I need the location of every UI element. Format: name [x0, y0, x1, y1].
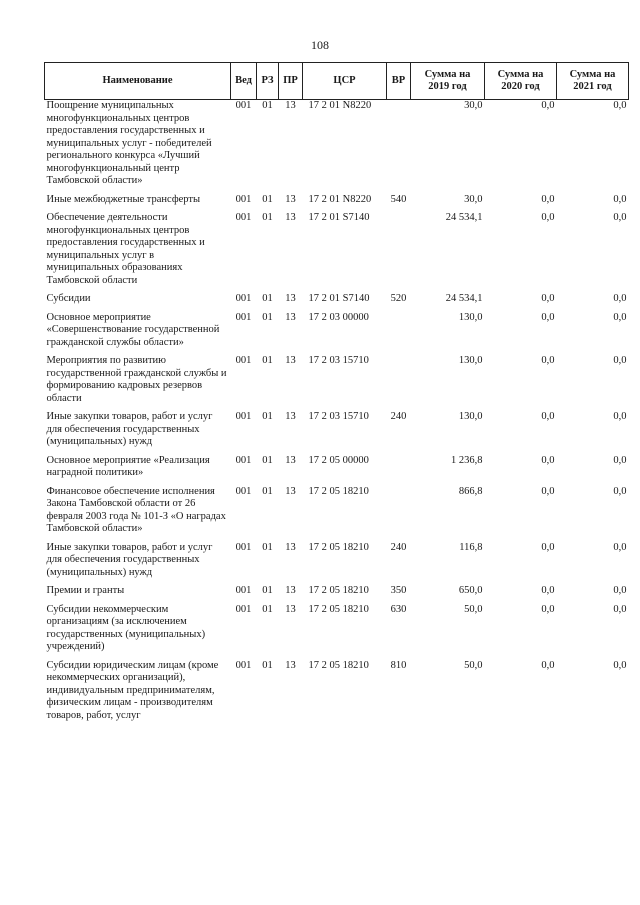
- row-ved: 001: [235, 355, 252, 366]
- row-rz: 01: [262, 585, 273, 596]
- row-rz: 01: [262, 485, 273, 497]
- row-rz: 01: [262, 411, 273, 422]
- header-vr: ВР: [387, 63, 411, 100]
- row-sum-2020: 0,0: [541, 454, 555, 466]
- row-pr: 13: [285, 193, 296, 205]
- table-row: [45, 585, 629, 604]
- row-sum-2020: 0,0: [541, 485, 555, 497]
- row-csr: 17 2 03 15710: [308, 355, 369, 366]
- table-row: [45, 660, 629, 729]
- row-csr: 17 2 03 00000: [308, 311, 369, 323]
- row-sum-2021: 0,0: [613, 485, 627, 497]
- row-name: Основное мероприятие «Реализация наградной политики»: [46, 454, 210, 478]
- row-vr: [387, 355, 411, 411]
- row-ved: 001: [235, 659, 252, 671]
- row-ved: 001: [235, 603, 252, 615]
- row-name: Субсидии юридическим лицам (кроме некоммерческих организаций), индивидуальным предпринимателям, физическим лицам - производителям товаров, работ, услуг: [46, 659, 219, 721]
- row-sum-2021: 0,0: [613, 193, 627, 205]
- row-sum-2019: 866,8: [458, 485, 483, 497]
- row-sum-2021: 0,0: [613, 603, 627, 615]
- row-sum-2020: 0,0: [541, 212, 555, 223]
- row-sum-2020: 0,0: [541, 100, 555, 111]
- row-pr: 13: [285, 355, 296, 366]
- table-row: [45, 604, 629, 660]
- row-ved: 001: [235, 411, 252, 422]
- row-sum-2021: 0,0: [613, 212, 627, 223]
- row-name: Иные межбюджетные трансферты: [46, 193, 201, 205]
- row-vr: 630: [390, 603, 407, 615]
- row-vr: 810: [390, 659, 407, 671]
- table-row: [45, 455, 629, 486]
- row-ved: 001: [235, 585, 252, 596]
- row-sum-2020: 0,0: [541, 411, 555, 422]
- row-sum-2021: 0,0: [613, 411, 627, 422]
- table-row: [45, 486, 629, 542]
- row-sum-2019: 50,0: [464, 603, 483, 615]
- row-ved: 001: [235, 293, 252, 304]
- row-csr: 17 2 01 N8220: [308, 193, 372, 205]
- header-pr: ПР: [279, 63, 303, 100]
- row-csr: 17 2 01 N8220: [308, 100, 372, 111]
- table-row: [45, 194, 629, 213]
- row-sum-2020: 0,0: [541, 311, 555, 323]
- row-csr: 17 2 05 18210: [308, 541, 369, 553]
- row-vr: [387, 486, 411, 542]
- row-sum-2019: 650,0: [458, 585, 483, 596]
- row-pr: 13: [285, 311, 296, 323]
- header-sum-2020: Сумма на 2020 год: [485, 63, 557, 100]
- row-vr: 540: [390, 193, 407, 205]
- row-rz: 01: [262, 193, 273, 205]
- row-csr: 17 2 01 S7140: [308, 293, 370, 304]
- row-rz: 01: [262, 293, 273, 304]
- row-pr: 13: [285, 293, 296, 304]
- row-sum-2019: 24 534,1: [445, 293, 483, 304]
- row-csr: 17 2 03 15710: [308, 411, 369, 422]
- row-name: Иные закупки товаров, работ и услуг для обеспечения государственных (муниципальных) нужд: [46, 541, 213, 578]
- row-sum-2020: 0,0: [541, 193, 555, 205]
- row-name: Финансовое обеспечение исполнения Закона Тамбовской области от 26 февраля 2003 года № 101-З «О наградах Тамбовской области»: [46, 485, 226, 534]
- table-header-row: [45, 63, 629, 100]
- header-ved: Вед: [231, 63, 257, 100]
- row-sum-2021: 0,0: [613, 100, 627, 111]
- row-name: Мероприятия по развитию государственной гражданской службы и формированию кадровых резервов области: [46, 355, 227, 404]
- row-pr: 13: [285, 411, 296, 422]
- row-name: Субсидии некоммерческим организациям (за исключением государственных (муниципальных) учреждений): [46, 603, 206, 652]
- row-pr: 13: [285, 485, 296, 497]
- row-csr: 17 2 01 S7140: [308, 212, 370, 223]
- row-pr: 13: [285, 212, 296, 223]
- row-pr: 13: [285, 100, 296, 111]
- row-sum-2019: 116,8: [459, 541, 483, 553]
- row-ved: 001: [235, 485, 252, 497]
- row-pr: 13: [285, 585, 296, 596]
- row-ved: 001: [235, 100, 252, 111]
- row-ved: 001: [235, 454, 252, 466]
- row-name: Поощрение муниципальных многофункциональных центров предоставления государственных и муниципальных услуг - победителей регионального конкурса «Лучший многофункциональный центр Тамбовской области»: [46, 100, 212, 186]
- row-name: Основное мероприятие «Совершенствование государственной гражданской службы области»: [46, 311, 220, 348]
- row-pr: 13: [285, 603, 296, 615]
- row-sum-2021: 0,0: [613, 659, 627, 671]
- row-rz: 01: [262, 659, 273, 671]
- row-sum-2019: 30,0: [464, 193, 483, 205]
- header-csr: ЦСР: [303, 63, 387, 100]
- row-sum-2019: 30,0: [464, 100, 483, 111]
- row-sum-2019: 50,0: [464, 659, 483, 671]
- row-rz: 01: [262, 355, 273, 366]
- row-vr: 350: [390, 585, 407, 596]
- table-row: [45, 312, 629, 356]
- header-sum-2019: Сумма на 2019 год: [411, 63, 485, 100]
- row-sum-2021: 0,0: [613, 293, 627, 304]
- row-name: Обеспечение деятельности многофункциональных центров предоставления государственных и муниципальных услуг в муниципальных образованиях Тамбовской области: [46, 212, 205, 286]
- table-row: [45, 293, 629, 312]
- row-name: Иные закупки товаров, работ и услуг для обеспечения государственных (муниципальных) нужд: [46, 411, 213, 447]
- row-sum-2019: 1 236,8: [451, 454, 483, 466]
- header-sum-2021: Сумма на 2021 год: [557, 63, 629, 100]
- row-csr: 17 2 05 18210: [308, 485, 369, 497]
- table-row: [45, 542, 629, 586]
- table-row: [45, 411, 629, 455]
- row-sum-2020: 0,0: [541, 541, 555, 553]
- row-sum-2019: 24 534,1: [445, 212, 483, 223]
- row-csr: 17 2 05 18210: [308, 603, 369, 615]
- row-rz: 01: [262, 311, 273, 323]
- row-sum-2020: 0,0: [541, 355, 555, 366]
- row-rz: 01: [262, 541, 273, 553]
- row-sum-2021: 0,0: [613, 585, 627, 596]
- row-vr: [387, 455, 411, 486]
- table-body: [45, 100, 629, 729]
- row-ved: 001: [235, 193, 252, 205]
- row-pr: 13: [285, 659, 296, 671]
- row-rz: 01: [262, 212, 273, 223]
- row-vr: 240: [390, 411, 407, 422]
- row-vr: 240: [390, 541, 407, 553]
- budget-table: [44, 62, 629, 728]
- row-csr: 17 2 05 18210: [308, 585, 369, 596]
- row-sum-2019: 130,0: [458, 411, 483, 422]
- row-vr: [387, 100, 411, 194]
- row-vr: 520: [390, 293, 407, 304]
- row-csr: 17 2 05 00000: [308, 454, 369, 466]
- header-rz: РЗ: [257, 63, 279, 100]
- row-sum-2021: 0,0: [613, 355, 627, 366]
- row-sum-2021: 0,0: [613, 311, 627, 323]
- row-name: Субсидии: [46, 293, 91, 304]
- row-csr: 17 2 05 18210: [308, 659, 369, 671]
- row-vr: [387, 312, 411, 356]
- page-number: 108: [311, 38, 329, 52]
- row-sum-2021: 0,0: [613, 454, 627, 466]
- row-vr: [387, 212, 411, 293]
- row-ved: 001: [235, 311, 252, 323]
- row-sum-2019: 130,0: [458, 311, 483, 323]
- row-sum-2019: 130,0: [458, 355, 483, 366]
- row-rz: 01: [262, 100, 273, 111]
- row-rz: 01: [262, 454, 273, 466]
- row-sum-2020: 0,0: [541, 659, 555, 671]
- row-sum-2020: 0,0: [541, 293, 555, 304]
- row-sum-2020: 0,0: [541, 603, 555, 615]
- header-name: Наименование: [45, 63, 231, 100]
- row-rz: 01: [262, 603, 273, 615]
- row-sum-2020: 0,0: [541, 585, 555, 596]
- table-row: [45, 212, 629, 293]
- table-row: [45, 355, 629, 411]
- row-ved: 001: [235, 541, 252, 553]
- row-name: Премии и гранты: [46, 585, 125, 596]
- row-pr: 13: [285, 454, 296, 466]
- row-pr: 13: [285, 541, 296, 553]
- row-sum-2021: 0,0: [613, 541, 627, 553]
- row-ved: 001: [235, 212, 252, 223]
- table-row: [45, 100, 629, 194]
